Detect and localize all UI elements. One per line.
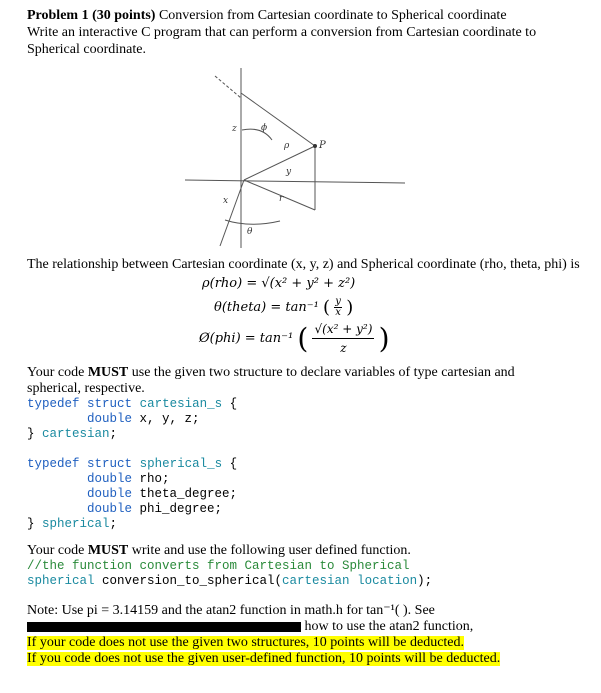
theta-arc — [225, 220, 280, 224]
cartesian-struct-code: typedef struct cartesian_s { double x, y, z; } cartesian; — [27, 397, 238, 441]
function-code: //the function converts from Cartesian to Spherical spherical conversion_to_spherical(cartesian location); — [27, 559, 433, 588]
equation-theta-numerator: y — [335, 296, 341, 307]
rho-line — [244, 146, 315, 180]
structures-instruction-line-2: spherical, respective. — [27, 381, 145, 396]
label-z: z — [232, 124, 237, 134]
x-axis — [220, 180, 244, 246]
equation-theta-lhs: θ(theta) = tan⁻¹ — [214, 300, 319, 315]
equation-phi-lhs: Ø(phi) = tan⁻¹ — [199, 331, 294, 346]
label-theta: θ — [247, 227, 253, 237]
label-p: P — [319, 140, 326, 151]
relationship-intro: The relationship between Cartesian coordinate (x, y, z) and Spherical coordinate (rho, theta, phi) is — [27, 257, 580, 272]
label-phi: ϕ — [261, 123, 268, 133]
phi-arc — [242, 129, 272, 140]
must-emphasis: MUST — [87, 543, 129, 558]
spherical-struct-code: typedef struct spherical_s { double rho; double theta_degree; double phi_degree; } spherical; — [27, 457, 238, 531]
problem-title-text: Conversion from Cartesian coordinate to Spherical coordinate — [155, 8, 507, 23]
must-emphasis: MUST — [87, 365, 129, 380]
equation-theta: θ(theta) = tan⁻¹ ( $\frac{y}{x}$ ) — [214, 296, 354, 318]
note-line-2: how to use the atan2 function, — [27, 620, 473, 634]
equation-phi-denominator: z — [340, 341, 347, 355]
note-line-1: Note: Use pi = 3.14159 and the atan2 function in math.h for tan⁻¹( ). See — [27, 603, 435, 618]
equation-theta-denominator: x — [335, 307, 341, 318]
problem-title — [27, 9, 507, 23]
label-r: r — [279, 194, 284, 204]
horizontal-axis — [185, 180, 405, 183]
label-y: y — [286, 167, 292, 177]
equation-rho: ρ(rho) = √(x² + y² + z²) — [202, 276, 356, 291]
label-x: x — [223, 196, 229, 206]
problem-number: Problem 1 (30 points) — [27, 8, 156, 23]
highlight-function-penalty: If you code does not use the given user-defined function, 10 points will be deducted. — [27, 651, 501, 666]
instruction-line-1: Write an interactive C program that can perform a conversion from Cartesian coordinate to — [27, 25, 537, 40]
label-rho: ρ — [284, 141, 290, 151]
highlight-structures-penalty: If your code does not use the given two structures, 10 points will be deducted. — [27, 635, 465, 650]
redacted-link — [27, 622, 301, 632]
structures-instruction-line-1: Your code MUST use the given two structure to declare variables of type cartesian and — [27, 365, 515, 380]
spherical-coordinate-diagram — [180, 68, 420, 253]
instruction-line-2: Spherical coordinate. — [27, 42, 146, 57]
function-instruction: Your code MUST write and use the following user defined function. — [27, 543, 411, 558]
equation-phi-numerator: √(x² + y²) — [314, 322, 373, 336]
dashed-guide — [215, 76, 241, 98]
point-p — [313, 144, 317, 148]
equation-phi: Ø(phi) = tan⁻¹ ( $\frac{\text{√(x² + y²)}}{z}$ ) — [199, 322, 390, 355]
top-to-p-line — [241, 93, 315, 146]
code-comment: //the function converts from Cartesian to Spherical — [27, 559, 410, 573]
